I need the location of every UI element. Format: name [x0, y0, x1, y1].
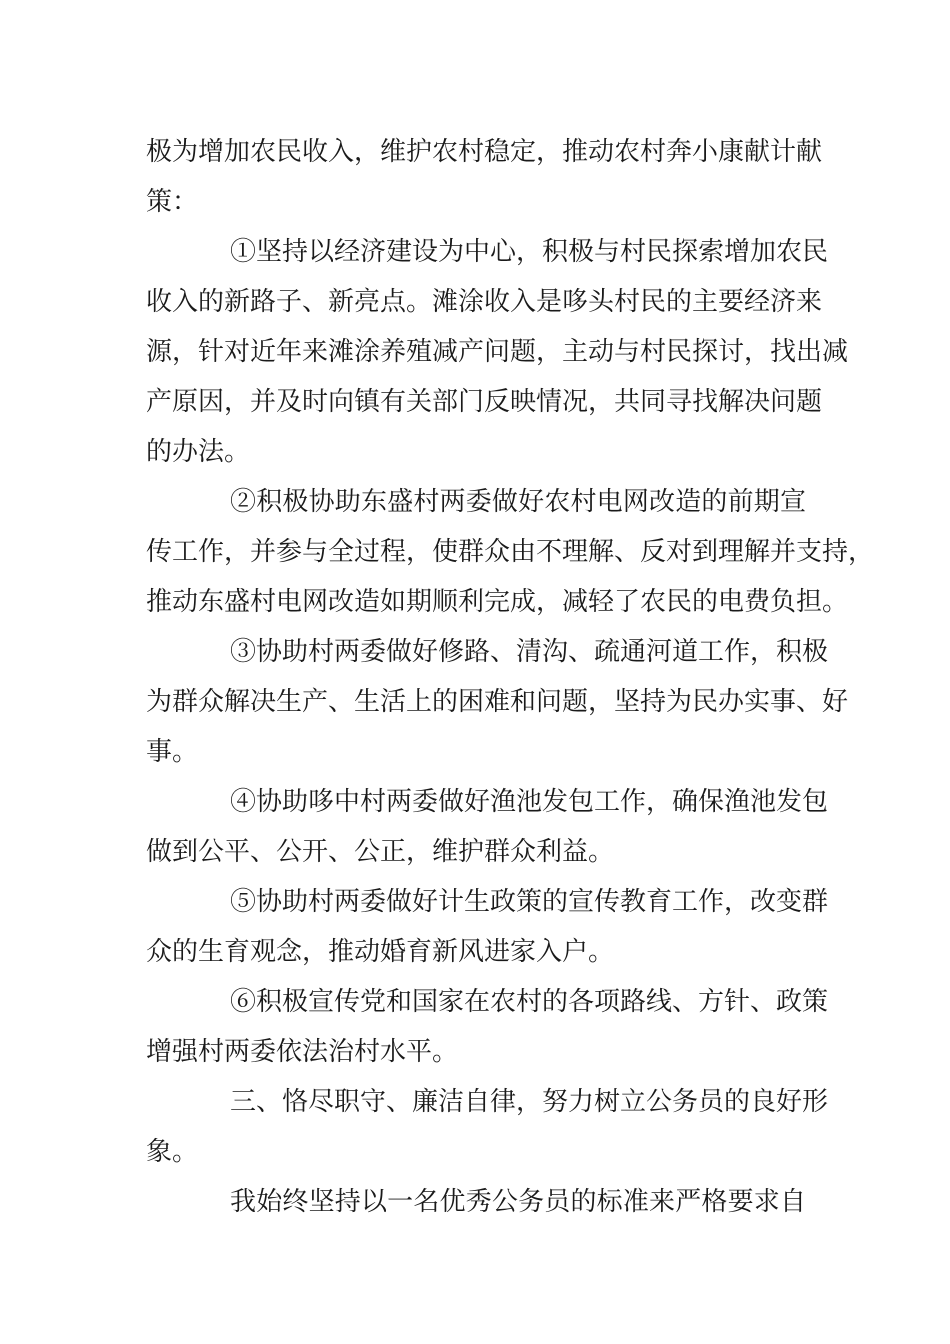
- text-line: 传工作，并参与全过程，使群众由不理解、反对到理解并支持，: [146, 537, 875, 567]
- text-line: 极为增加农民收入，维护农村稳定，推动农村奔小康献计献: [146, 137, 823, 167]
- paragraph-2-first-line: ②积极协助东盛村两委做好农村电网改造的前期宣: [230, 487, 806, 517]
- text-line: 做到公平、公开、公正，维护群众利益。: [146, 837, 615, 867]
- text-line: 收入的新路子、新亮点。滩涂收入是哆头村民的主要经济来: [146, 287, 823, 317]
- text-line: 策：: [146, 187, 199, 217]
- paragraph-5-first-line: ⑤协助村两委做好计生政策的宣传教育工作，改变群: [230, 887, 829, 917]
- text-line: 事。: [146, 737, 199, 767]
- text-line: 的办法。: [146, 437, 251, 467]
- text-line: 增强村两委依法治村水平。: [146, 1037, 459, 1067]
- text-line: 产原因，并及时向镇有关部门反映情况，共同寻找解决问题: [146, 387, 823, 417]
- paragraph-7-first-line: 我始终坚持以一名优秀公务员的标准来严格要求自: [230, 1187, 806, 1217]
- text-line: 众的生育观念，推动婚育新风进家入户。: [146, 937, 615, 967]
- paragraph-4-first-line: ④协助哆中村两委做好渔池发包工作，确保渔池发包: [230, 787, 829, 817]
- paragraph-6-first-line: ⑥积极宣传党和国家在农村的各项路线、方针、政策: [230, 987, 829, 1017]
- paragraph-3-first-line: ③协助村两委做好修路、清沟、疏通河道工作，积极: [230, 637, 829, 667]
- text-line: 为群众解决生产、生活上的困难和问题，坚持为民办实事、好: [146, 687, 849, 717]
- section-three-heading: 三、恪尽职守、廉洁自律，努力树立公务员的良好形: [230, 1087, 829, 1117]
- section-three-heading-end: 象。: [146, 1137, 199, 1167]
- text-line: 推动东盛村电网改造如期顺利完成，减轻了农民的电费负担。: [146, 587, 849, 617]
- text-line: 源，针对近年来滩涂养殖减产问题，主动与村民探讨，找出减: [146, 337, 849, 367]
- paragraph-1-first-line: ①坚持以经济建设为中心，积极与村民探索增加农民: [230, 237, 829, 267]
